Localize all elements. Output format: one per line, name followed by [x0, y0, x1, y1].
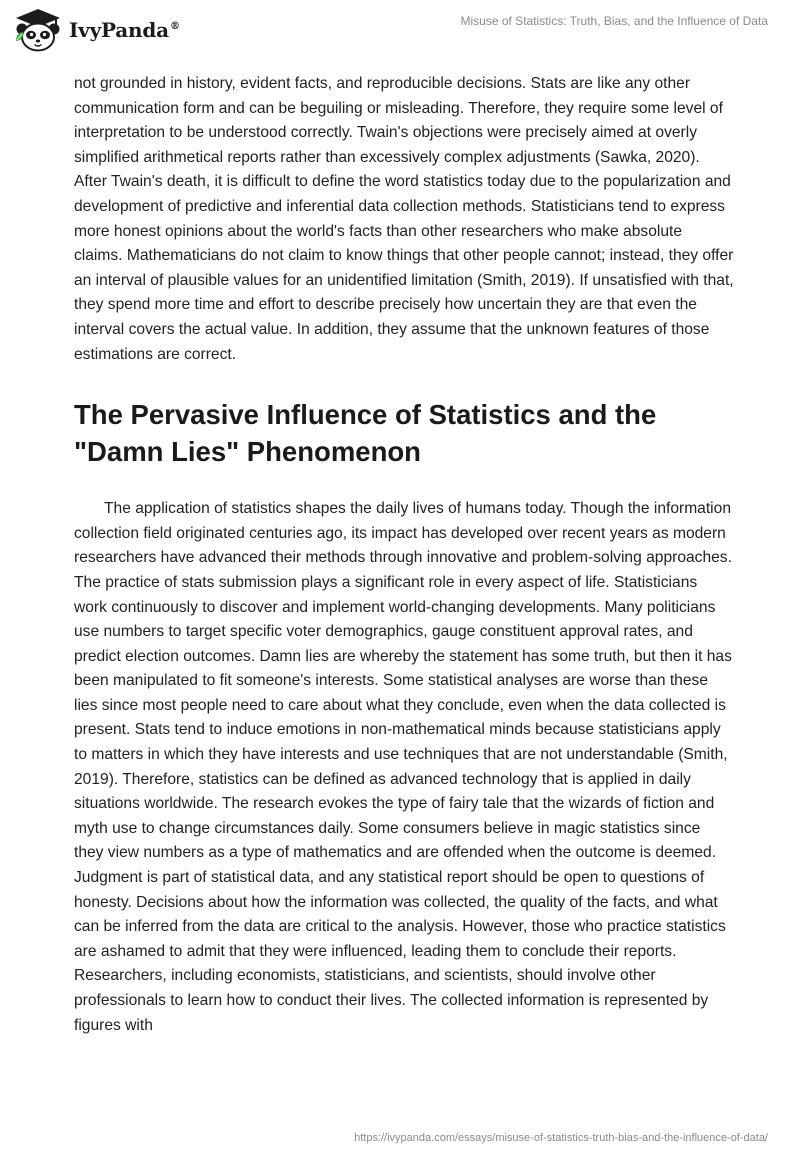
logo-wordmark: IvyPanda® — [69, 18, 180, 42]
panda-graduate-icon — [13, 7, 63, 53]
ivypanda-logo[interactable] — [13, 7, 180, 53]
paragraph-intro-continued: not grounded in history, evident facts, and reproducible decisions. Stats are like any other communication form and can be beguiling or misleading. Therefore, they require some level of interpretation to be understood correctly. Twain's objections were precisely aimed at overly simplified arithmetical reports rather than excessively complex adjustments (Sawka, 2020). After Twain's death, it is difficult to define the word statistics today due to the popularization and development of predictive and inferential data collection methods. Statisticians tend to express more honest opinions about the world's facts than other researchers who make absolute claims. Mathematicians do not claim to know things that other people cannot; instead, they offer an interval of plausible values for an unidentified limitation (Smith, 2019). If unsatisfied with that, they spend more time and effort to describe precisely how uncertain they are that even the interval covers the actual value. In addition, they assume that the unknown features of those estimations are correct. — [74, 75, 734, 363]
page-header — [0, 0, 800, 70]
section-heading: The Pervasive Influence of Statistics and the "Damn Lies" Phenomenon — [74, 399, 657, 468]
essay-body — [74, 72, 734, 1038]
document-title: Misuse of Statistics: Truth, Bias, and the Influence of Data — [460, 14, 768, 28]
paragraph-influence: The application of statistics shapes the daily lives of humans today. Though the information collection field originated centuries ago, its impact has developed over recent years as modern researchers have advanced their methods through innovative and problem-solving approaches. The practice of stats submission plays a significant role in every aspect of life. Statisticians work continuously to discover and implement world-changing developments. Many politicians use numbers to target specific voter demographics, gauge constituent approval rates, and predict election outcomes. Damn lies are whereby the statement has some truth, but then it has been manipulated to fit someone's interests. Some statistical analyses are worse than these lies since most people need to care about what they conclude, even when the data collected is present. Stats tend to induce emotions in non-mathematical minds because statisticians apply to matters in which they have interests and use techniques that are not understandable (Smith, 2019). Therefore, statistics can be defined as advanced technology that is applied in daily situations worldwide. The research evokes the type of fairy tale that the wizards of fiction and myth use to change circumstances daily. Some consumers believe in magic statistics since they view numbers as a type of mathematics and are offended when the outcome is deemed. Judgment is part of statistical data, and any statistical report should be open to questions of honesty. Decisions about how the information was collected, the quality of the facts, and what can be inferred from the data are critical to the analysis. However, those who practice statistics are ashamed to admit that they were influenced, leading them to conclude their reports. Researchers, including economists, statisticians, and scientists, should involve other professionals to learn how to conduct their lives. The collected information is represented by figures with — [74, 500, 732, 1034]
source-url[interactable]: https://ivypanda.com/essays/misuse-of-statistics-truth-bias-and-the-influence-of-data/ — [354, 1132, 768, 1144]
